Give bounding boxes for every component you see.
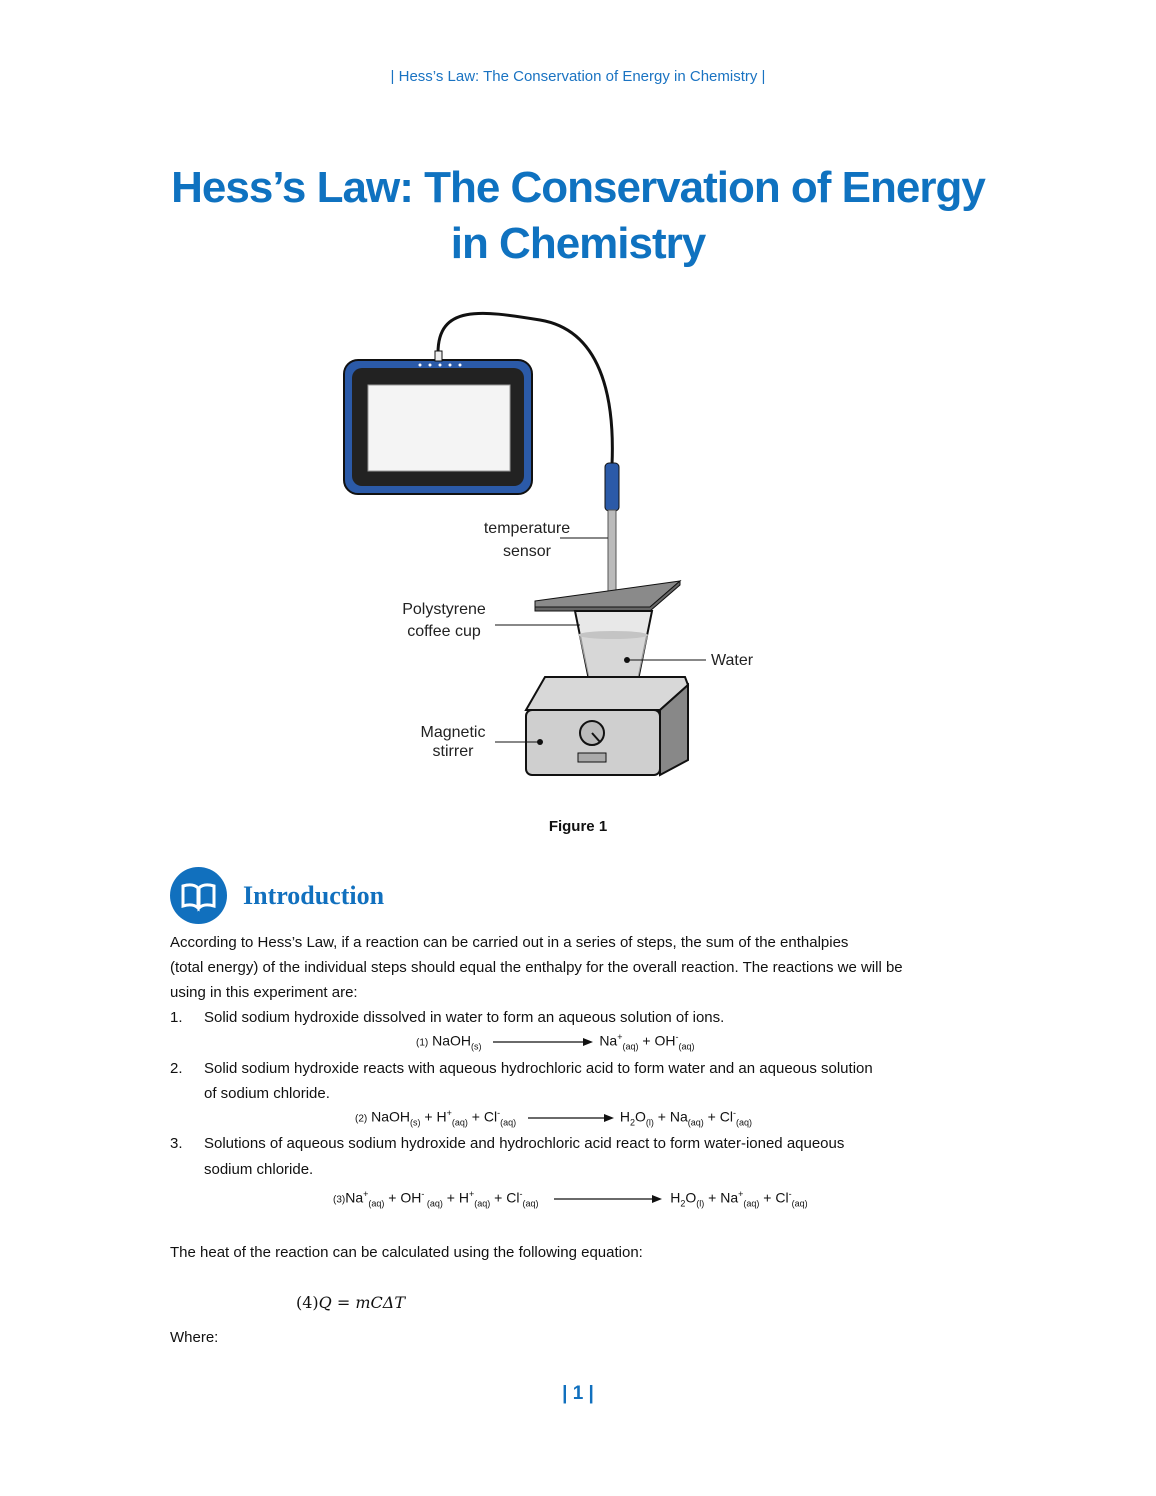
label-magnetic: Magnetic	[420, 724, 486, 741]
intro-paragraph-line-1: According to Hess’s Law, if a reaction can be carried out in a series of steps, the sum of the enthalpies	[170, 934, 849, 951]
intro-paragraph-line-2: (total energy) of the individual steps should equal the enthalpy for the overall reaction. The reactions we will be	[170, 959, 903, 976]
equation-3: $(3)Na^+_{(aq)} + OH^-$ $_{(aq)} + H^+_{(aq)} + Cl^-_{(aq)}$ $H_2O_{(l)} + Na^+_{(aq)} + Cl^-_{(aq)}$	[333, 1189, 808, 1209]
step-3-text-line-2: sodium chloride.	[204, 1161, 314, 1178]
label-temperature: temperature	[483, 520, 571, 537]
step-3-text-line-1: Solutions of aqueous sodium hydroxide and hydrochloric acid react to form water-ioned aqueous	[204, 1135, 845, 1152]
datalogger-tablet-icon	[344, 351, 532, 494]
step-2-text-line-2: of sodium chloride.	[204, 1085, 330, 1102]
step-2-text-line-1: Solid sodium hydroxide reacts with aqueous hydrochloric acid to form water and an aqueous solution	[204, 1060, 873, 1077]
equation-2: (2) NaOH$_{(s)}$ + $H^+_{(aq)} + Cl^-_{(aq)}$ $H_2O_{(l)} + Na_{(aq)} + Cl^-_{(aq)}$	[355, 1108, 752, 1128]
label-polystyrene: Polystyrene	[402, 601, 486, 618]
step-number-3: 3.	[170, 1135, 183, 1152]
apparatus-figure	[330, 305, 800, 785]
label-stirrer: stirrer	[432, 743, 474, 760]
heat-equation-intro: The heat of the reaction can be calculated using the following equation:	[170, 1244, 643, 1261]
intro-paragraph-line-3: using in this experiment are:	[170, 984, 358, 1001]
step-number-2: 2.	[170, 1060, 183, 1077]
label-sensor: sensor	[502, 543, 552, 560]
step-1-text: Solid sodium hydroxide dissolved in water to form an aqueous solution of ions.	[204, 1009, 725, 1026]
formula-expression: Q = mCΔT	[318, 1293, 406, 1312]
figure-caption: Figure 1	[548, 818, 608, 835]
section-heading-introduction: Introduction	[243, 881, 385, 910]
formula-number: (4)	[296, 1293, 319, 1312]
where-label: Where:	[170, 1329, 219, 1346]
running-header: | Hess’s Law: The Conservation of Energy in Chemistry |	[390, 68, 766, 85]
label-water: Water	[711, 652, 754, 669]
open-book-icon	[170, 867, 227, 924]
equation-1: (1) NaOH$_{(s)}$ $Na^+_{(aq)} + OH^-_{(aq)}$	[416, 1032, 695, 1052]
title-line-2: in Chemistry	[450, 219, 706, 268]
label-coffee-cup: coffee cup	[407, 623, 481, 640]
magnetic-stirrer-icon	[526, 677, 688, 775]
page-number: | 1 |	[562, 1383, 594, 1404]
page-title	[100, 160, 1056, 272]
heat-formula	[296, 1293, 405, 1312]
step-number-1: 1.	[170, 1009, 183, 1026]
title-line-1: Hess’s Law: The Conservation of Energy	[171, 163, 985, 212]
